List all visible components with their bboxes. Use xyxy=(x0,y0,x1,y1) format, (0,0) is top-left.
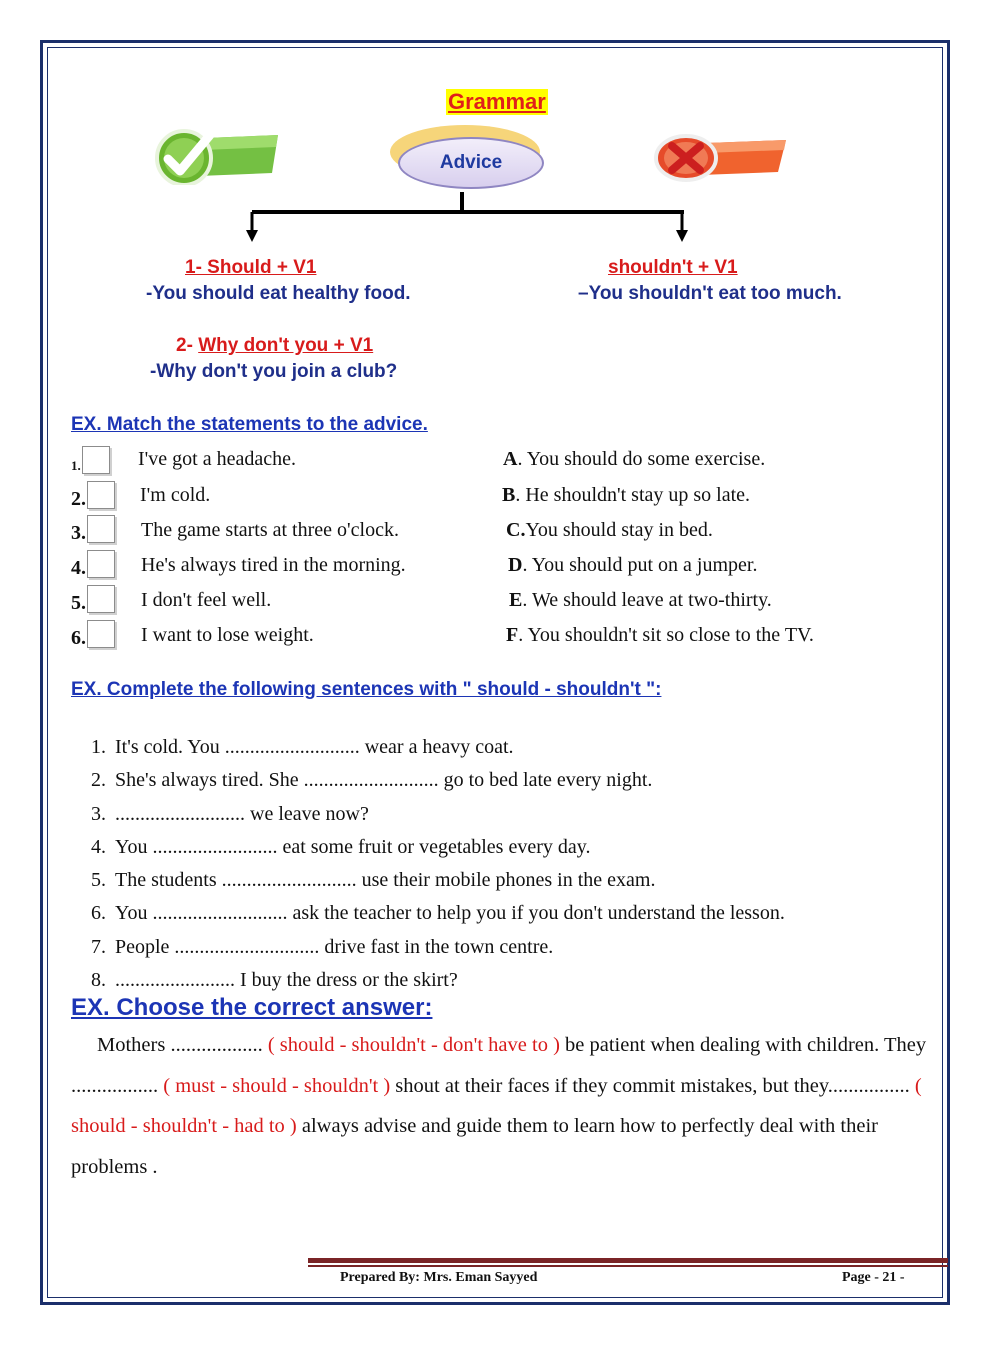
answer-box[interactable] xyxy=(87,620,115,648)
match-num: 3. xyxy=(71,522,86,544)
blank-sentence: 2. She's always tired. She ........................... go to bed late every night. xyxy=(111,766,991,799)
match-advice xyxy=(502,484,750,507)
advice-letter: E xyxy=(509,589,523,611)
footer-bar-thin xyxy=(308,1265,948,1267)
match-item xyxy=(71,620,115,650)
match-statement: I don't feel well. xyxy=(141,589,272,611)
advice-label: Advice xyxy=(398,137,544,189)
ex3-title: EX. Choose the correct answer: xyxy=(71,994,433,1021)
tree-diagram xyxy=(240,190,700,246)
rule-why-text: Why don't you + V1 xyxy=(198,335,374,356)
rule-shouldnt-example: –You shouldn't eat too much. xyxy=(578,283,842,304)
paragraph-text: shout at their faces if they commit mistakes, but they................ xyxy=(390,1074,915,1097)
blank-sentence: 8. ........................ I buy the dress or the skirt? xyxy=(111,966,991,999)
advice-text: . We should leave at two-thirty. xyxy=(522,589,772,611)
match-item xyxy=(71,550,115,580)
advice-text: . You should put on a jumper. xyxy=(522,554,758,576)
paragraph-text: be patient when dealing with children. They ................. xyxy=(71,1034,927,1097)
page-title: Grammar xyxy=(448,89,546,114)
match-num: 1. xyxy=(71,458,81,473)
match-num: 5. xyxy=(71,592,86,614)
paragraph-text: always advise and guide them to learn how to perfectly deal with their problems . xyxy=(71,1115,878,1178)
rule-why-number: 2- xyxy=(176,335,199,356)
blanks-list xyxy=(71,733,991,999)
advice-text: . You shouldn't sit so close to the TV. xyxy=(518,624,814,646)
match-num: 6. xyxy=(71,627,86,649)
match-advice xyxy=(506,519,713,542)
cross-icon xyxy=(650,128,790,184)
match-advice xyxy=(509,589,772,612)
match-item xyxy=(71,446,110,476)
match-num: 4. xyxy=(71,557,86,579)
advice-text: . He shouldn't stay up so late. xyxy=(515,484,751,506)
choice-options[interactable]: ( should - shouldn't - don't have to ) xyxy=(267,1034,560,1056)
blank-sentence: 6. You ........................... ask the teacher to help you if you don't understand the lesson. xyxy=(111,899,991,932)
blank-sentence: 3. .......................... we leave now? xyxy=(111,800,991,833)
answer-box[interactable] xyxy=(87,550,115,578)
match-statement: The game starts at three o'clock. xyxy=(141,519,399,541)
match-item xyxy=(71,585,115,615)
checkmark-icon xyxy=(150,125,280,185)
footer-prepared-by: Prepared By: Mrs. Eman Sayyed xyxy=(340,1270,538,1285)
footer-bar xyxy=(308,1258,948,1263)
advice-letter: B xyxy=(502,484,516,506)
ex2-title: EX. Complete the following sentences with " should - shouldn't ": xyxy=(71,679,662,700)
advice-text: . You should do some exercise. xyxy=(517,448,766,470)
advice-text: You should stay in bed. xyxy=(525,519,713,541)
rule-why-example: -Why don't you join a club? xyxy=(150,361,398,382)
match-item xyxy=(71,515,115,545)
match-statement: I want to lose weight. xyxy=(141,624,314,646)
rule-should: 1- Should + V1 xyxy=(185,257,317,278)
advice-letter: C. xyxy=(506,519,526,541)
blank-sentence: 4. You ......................... eat some fruit or vegetables every day. xyxy=(111,833,991,866)
advice-oval xyxy=(390,125,550,195)
choose-paragraph xyxy=(71,1025,931,1187)
answer-box[interactable] xyxy=(87,481,115,509)
advice-letter: F xyxy=(506,624,519,646)
match-statement: I've got a headache. xyxy=(138,448,296,470)
match-advice xyxy=(506,624,814,647)
footer-page-number: Page - 21 - xyxy=(842,1270,905,1285)
rule-shouldnt: shouldn't + V1 xyxy=(608,257,738,278)
blank-sentence: 5. The students ........................... use their mobile phones in the exam. xyxy=(111,866,991,899)
answer-box[interactable] xyxy=(87,515,115,543)
blank-sentence: 1. It's cold. You ........................... wear a heavy coat. xyxy=(111,733,991,766)
ex1-title: EX. Match the statements to the advice. xyxy=(71,414,428,435)
answer-box[interactable] xyxy=(87,585,115,613)
rule-why-dont-you xyxy=(176,335,373,357)
rule-should-example: -You should eat healthy food. xyxy=(146,283,411,304)
advice-letter: D xyxy=(508,554,523,576)
match-item xyxy=(71,481,115,511)
choice-options[interactable]: ( must - should - shouldn't ) xyxy=(163,1074,391,1097)
paragraph-text: Mothers .................. xyxy=(97,1034,268,1056)
match-num: 2. xyxy=(71,488,86,510)
answer-box[interactable] xyxy=(82,446,110,474)
blank-sentence: 7. People ............................. drive fast in the town centre. xyxy=(111,933,991,966)
advice-letter: A xyxy=(503,448,518,470)
match-advice xyxy=(508,554,757,577)
match-statement: He's always tired in the morning. xyxy=(141,554,406,576)
match-advice xyxy=(503,448,765,471)
choice-options[interactable]: ( should - shouldn't - had to ) xyxy=(71,1074,922,1137)
match-statement: I'm cold. xyxy=(140,484,211,506)
